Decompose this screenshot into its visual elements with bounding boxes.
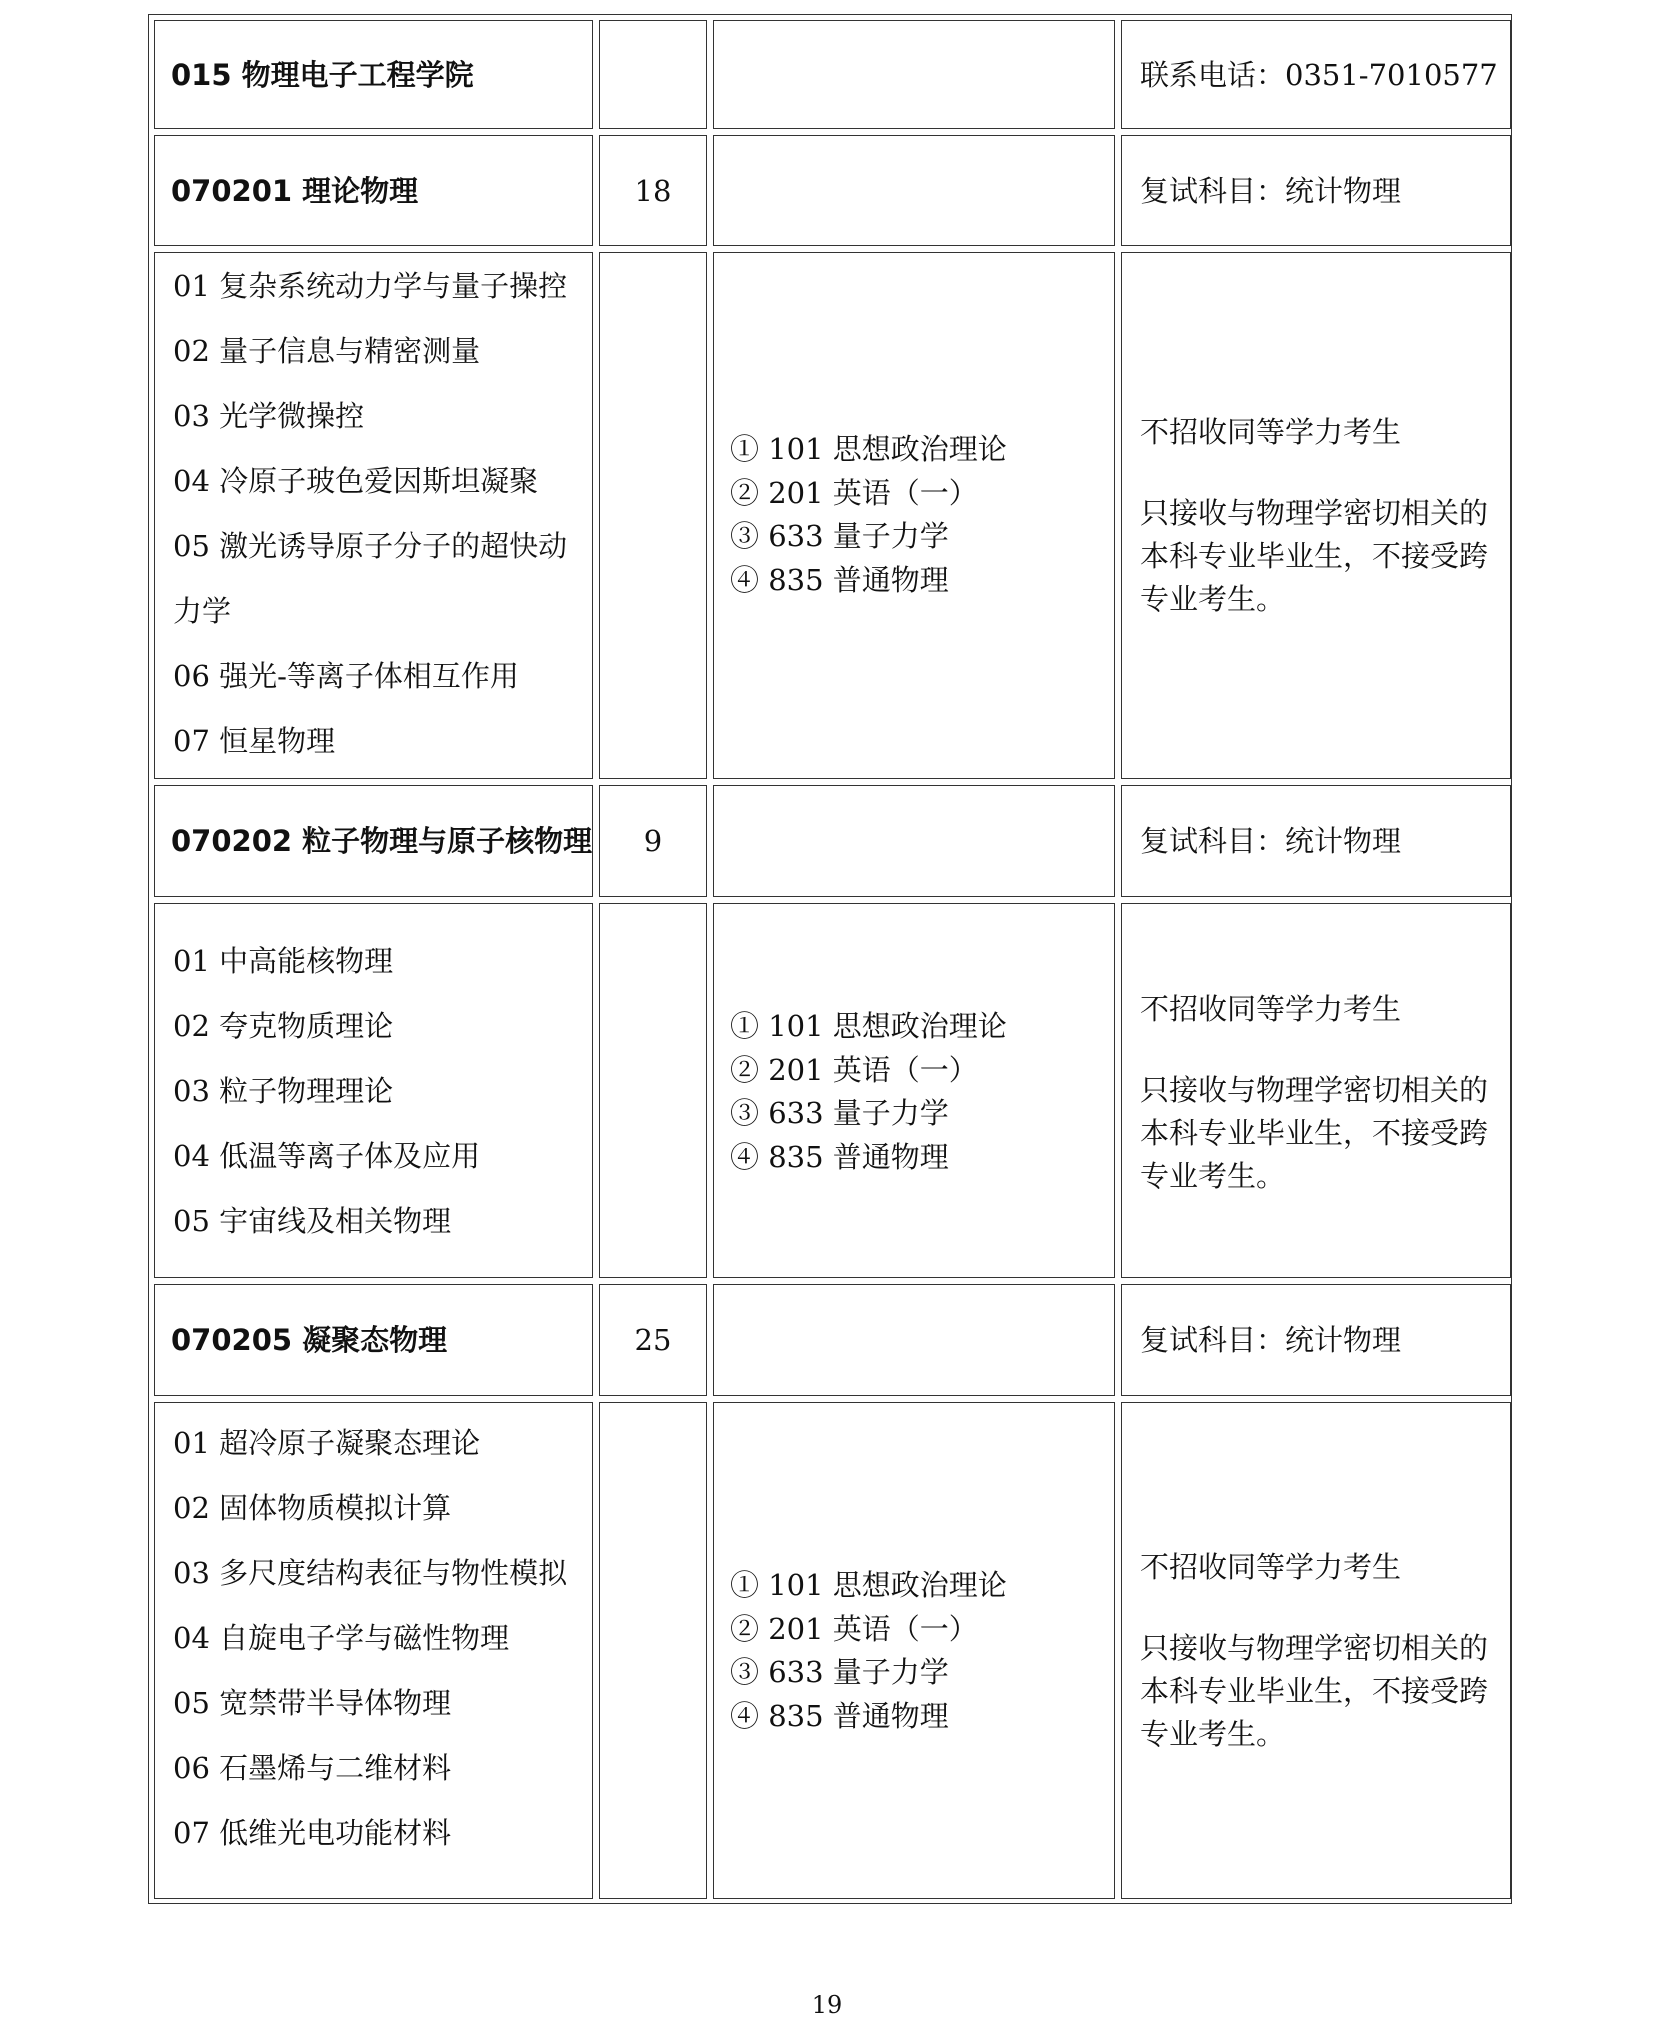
direction-item: 06 石墨烯与二维材料	[173, 1751, 452, 1785]
direction-item: 01 超冷原子凝聚态理论	[173, 1426, 481, 1460]
major-retest-cell	[1121, 1284, 1511, 1396]
contact-phone: 联系电话：0351-7010577	[1140, 58, 1498, 92]
exam-list	[730, 1005, 1007, 1179]
college-name-cell	[154, 20, 593, 129]
empty-count-cell	[599, 252, 707, 779]
major-exam-cell	[713, 1284, 1115, 1396]
direction-item: 01 中高能核物理	[173, 944, 394, 978]
exam-item: ① 101 思想政治理论	[730, 1568, 1007, 1602]
note-line: 本科专业毕业生，不接受跨	[1140, 1674, 1489, 1708]
direction-item: 04 冷原子玻色爱因斯坦凝聚	[173, 464, 539, 498]
direction-item: 03 粒子物理理论	[173, 1074, 394, 1108]
note-block	[1140, 1546, 1488, 1756]
exam-item: ② 201 英语（一）	[730, 475, 978, 510]
direction-item: 07 恒星物理	[173, 724, 336, 758]
retest-subject: 复试科目：统计物理	[1140, 174, 1402, 208]
retest-subject: 复试科目：统计物理	[1140, 824, 1402, 858]
major-name-cell	[154, 135, 593, 246]
direction-item: 02 量子信息与精密测量	[173, 334, 481, 368]
major-count-cell	[599, 785, 707, 897]
exam-list	[730, 428, 1007, 602]
admissions-table	[148, 14, 1512, 1904]
note-line: 本科专业毕业生，不接受跨	[1140, 1116, 1489, 1150]
direction-item: 02 夸克物质理论	[173, 1009, 394, 1043]
exam-subjects-cell	[713, 903, 1115, 1278]
page-number: 19	[811, 1991, 843, 2019]
empty-count-cell	[599, 903, 707, 1278]
major-exam-cell	[713, 135, 1115, 246]
exam-item: ① 101 思想政治理论	[730, 432, 1007, 466]
direction-item: 01 复杂系统动力学与量子操控	[173, 269, 568, 303]
direction-item: 07 低维光电功能材料	[173, 1816, 452, 1850]
note-line: 本科专业毕业生，不接受跨	[1140, 539, 1489, 573]
empty-count-cell	[599, 1402, 707, 1899]
note-title: 不招收同等学力考生	[1140, 1550, 1402, 1584]
major-name: 070201 理论物理	[171, 174, 419, 208]
note-line: 只接收与物理学密切相关的	[1140, 1631, 1489, 1665]
note-block	[1140, 988, 1488, 1198]
exam-item: ① 101 思想政治理论	[730, 1009, 1007, 1043]
major-name: 070202 粒子物理与原子核物理	[171, 824, 593, 858]
major-name: 070205 凝聚态物理	[171, 1323, 448, 1357]
college-note-cell	[1121, 20, 1511, 129]
note-line: 专业考生。	[1140, 1159, 1286, 1193]
direction-item: 05 激光诱导原子分子的超快动	[173, 529, 568, 563]
exam-item: ② 201 英语（一）	[730, 1052, 978, 1087]
exam-item: ④ 835 普通物理	[730, 1139, 949, 1174]
note-block	[1140, 411, 1488, 621]
college-count-cell	[599, 20, 707, 129]
exam-item: ④ 835 普通物理	[730, 562, 949, 597]
note-title: 不招收同等学力考生	[1140, 992, 1402, 1026]
directions-cell	[154, 903, 593, 1278]
major-count-cell	[599, 1284, 707, 1396]
major-exam-cell	[713, 785, 1115, 897]
note-line: 只接收与物理学密切相关的	[1140, 1073, 1489, 1107]
college-name: 015 物理电子工程学院	[171, 58, 474, 92]
exam-item: ② 201 英语（一）	[730, 1611, 978, 1646]
exam-item: ③ 633 量子力学	[730, 519, 949, 553]
notes-cell	[1121, 252, 1511, 779]
direction-item: 03 多尺度结构表征与物性模拟	[173, 1556, 568, 1590]
direction-item: 02 固体物质模拟计算	[173, 1491, 452, 1525]
direction-item: 03 光学微操控	[173, 399, 365, 433]
exam-item: ③ 633 量子力学	[730, 1096, 949, 1130]
note-line: 专业考生。	[1140, 582, 1286, 616]
direction-item: 05 宇宙线及相关物理	[173, 1204, 452, 1238]
notes-cell	[1121, 1402, 1511, 1899]
note-line: 专业考生。	[1140, 1717, 1286, 1751]
directions-cell	[154, 1402, 593, 1899]
direction-item: 04 低温等离子体及应用	[173, 1139, 481, 1173]
note-line: 只接收与物理学密切相关的	[1140, 496, 1489, 530]
college-exam-cell	[713, 20, 1115, 129]
enrollment-count: 25	[634, 1323, 672, 1357]
direction-item: 05 宽禁带半导体物理	[173, 1686, 452, 1720]
note-title: 不招收同等学力考生	[1140, 415, 1402, 449]
exam-item: ④ 835 普通物理	[730, 1698, 949, 1733]
enrollment-count: 9	[643, 824, 663, 858]
directions-cell	[154, 252, 593, 779]
direction-item: 力学	[173, 594, 232, 628]
enrollment-count: 18	[634, 174, 672, 208]
direction-list	[173, 254, 567, 774]
direction-item: 06 强光-等离子体相互作用	[173, 659, 519, 693]
retest-subject: 复试科目：统计物理	[1140, 1323, 1402, 1357]
exam-subjects-cell	[713, 252, 1115, 779]
exam-list	[730, 1564, 1007, 1738]
direction-list	[173, 1411, 567, 1866]
direction-list	[173, 929, 480, 1254]
major-retest-cell	[1121, 785, 1511, 897]
exam-item: ③ 633 量子力学	[730, 1655, 949, 1689]
major-count-cell	[599, 135, 707, 246]
exam-subjects-cell	[713, 1402, 1115, 1899]
major-name-cell	[154, 785, 593, 897]
notes-cell	[1121, 903, 1511, 1278]
major-retest-cell	[1121, 135, 1511, 246]
major-name-cell	[154, 1284, 593, 1396]
direction-item: 04 自旋电子学与磁性物理	[173, 1621, 510, 1655]
